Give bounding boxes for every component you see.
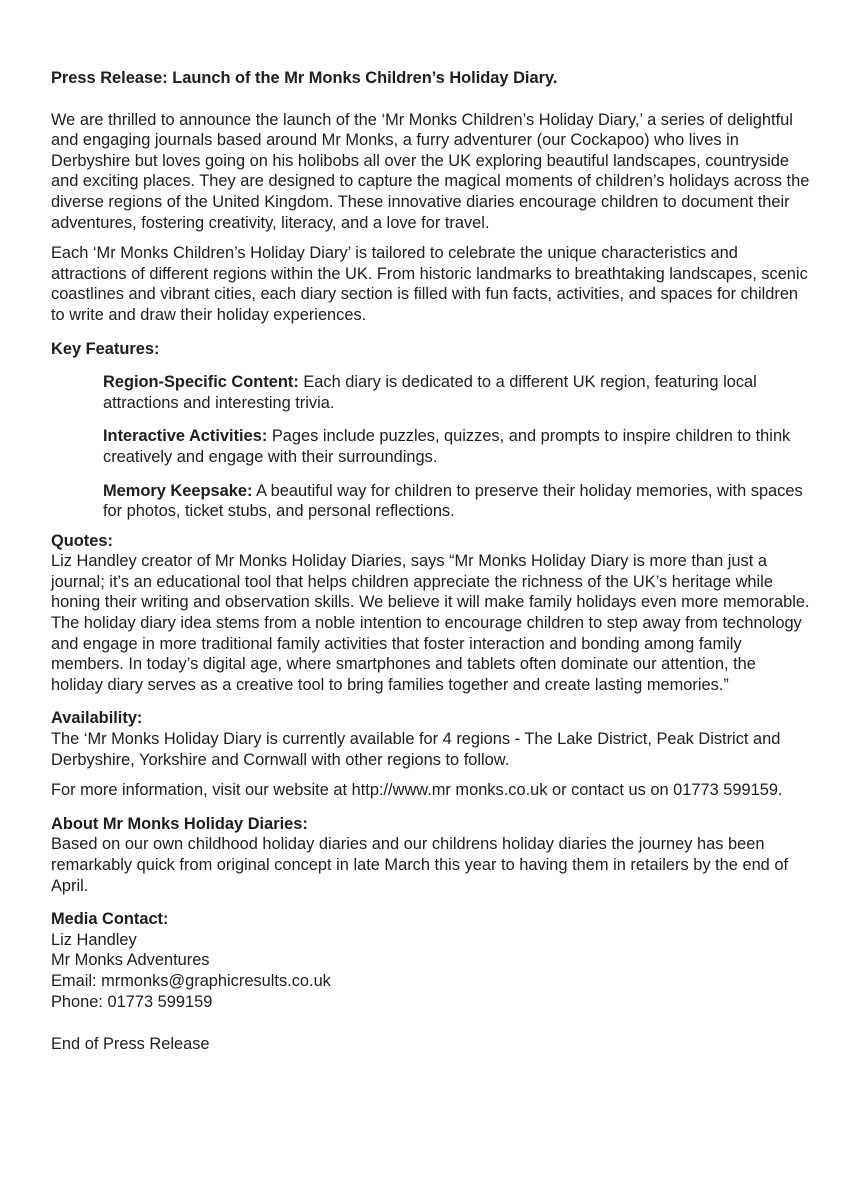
end-of-release: End of Press Release — [51, 1035, 210, 1054]
feature-item — [103, 481, 803, 522]
feature-text: Pages include puzzles, quizzes, and prompts to inspire children to think creatively and engage with their surroundings. — [103, 427, 791, 466]
feature-item — [103, 372, 803, 413]
intro-paragraph-2: Each ‘Mr Monks Children’s Holiday Diary’ is tailored to celebrate the unique characteristics and attractions of different regions within the UK. From historic landmarks to breathtaking landscapes, scenic coastlines and vibrant cities, each diary section is filled with fun facts, activities, and spaces for children to write and draw their holiday experiences. — [51, 244, 808, 324]
contact-phone: Phone: 01773 599159 — [51, 992, 213, 1011]
media-contact-heading: Media Contact: — [51, 910, 169, 929]
quotes-text: Liz Handley creator of Mr Monks Holiday Diaries, says “Mr Monks Holiday Diary is more than just a journal; it’s an educational tool that helps children appreciate the richness of the UK’s heritage while honing their writing and observation skills. We believe it will make family holidays even more memorable. The holiday diary idea stems from a noble intention to encourage children to step away from technology and engage in more traditional family activities that foster interaction and bonding among family members. In today’s digital age, where smartphones and tablets often dominate our attention, the holiday diary serves as a creative tool to bring families together and create lasting memories.” — [51, 552, 810, 694]
page-title: Press Release: Launch of the Mr Monks Children’s Holiday Diary. — [51, 69, 558, 87]
availability-heading: Availability: — [51, 709, 143, 728]
feature-item — [103, 426, 803, 467]
contact-company: Mr Monks Adventures — [51, 951, 210, 970]
press-release-body — [51, 68, 811, 1055]
contact-email: Email: mrmonks@graphicresults.co.uk — [51, 971, 331, 990]
contact-name: Liz Handley — [51, 930, 137, 949]
key-features-heading: Key Features: — [51, 339, 160, 358]
feature-text: A beautiful way for children to preserve their holiday memories, with spaces for photos, ticket stubs, and personal reflections. — [103, 481, 803, 521]
feature-text: Each diary is dedicated to a different UK region, featuring local attractions and interesting trivia. — [103, 373, 757, 412]
quotes-heading: Quotes: — [51, 531, 113, 550]
feature-label: Memory Keepsake: — [103, 481, 253, 500]
intro-paragraph-1: We are thrilled to announce the launch of the ‘Mr Monks Children’s Holiday Diary,’ a series of delightful and engaging journals based around Mr Monks, a furry adventurer (our Cockapoo) who lives in Derbyshire but loves going on his holibobs all over the UK exploring beautiful landscapes, countryside and exciting places. They are designed to capture the magical moments of children’s holidays across the diverse regions of the United Kingdom. These innovative diaries encourage children to document their adventures, fostering creativity, literacy, and a love for travel. — [51, 110, 810, 232]
more-info-text: For more information, visit our website at http://www.mr monks.co.uk or contact us on 01773 599159. — [51, 781, 783, 800]
availability-text: The ‘Mr Monks Holiday Diary is currently available for 4 regions - The Lake District, Peak District and Derbyshire, Yorkshire and Cornwall with other regions to follow. — [51, 730, 781, 769]
about-text: Based on our own childhood holiday diaries and our childrens holiday diaries the journey has been remarkably quick from original concept in late March this year to having them in retailers by the end of April. — [51, 835, 789, 895]
about-heading: About Mr Monks Holiday Diaries: — [51, 814, 308, 833]
feature-label: Region-Specific Content: — [103, 373, 299, 392]
feature-label: Interactive Activities: — [103, 427, 268, 446]
